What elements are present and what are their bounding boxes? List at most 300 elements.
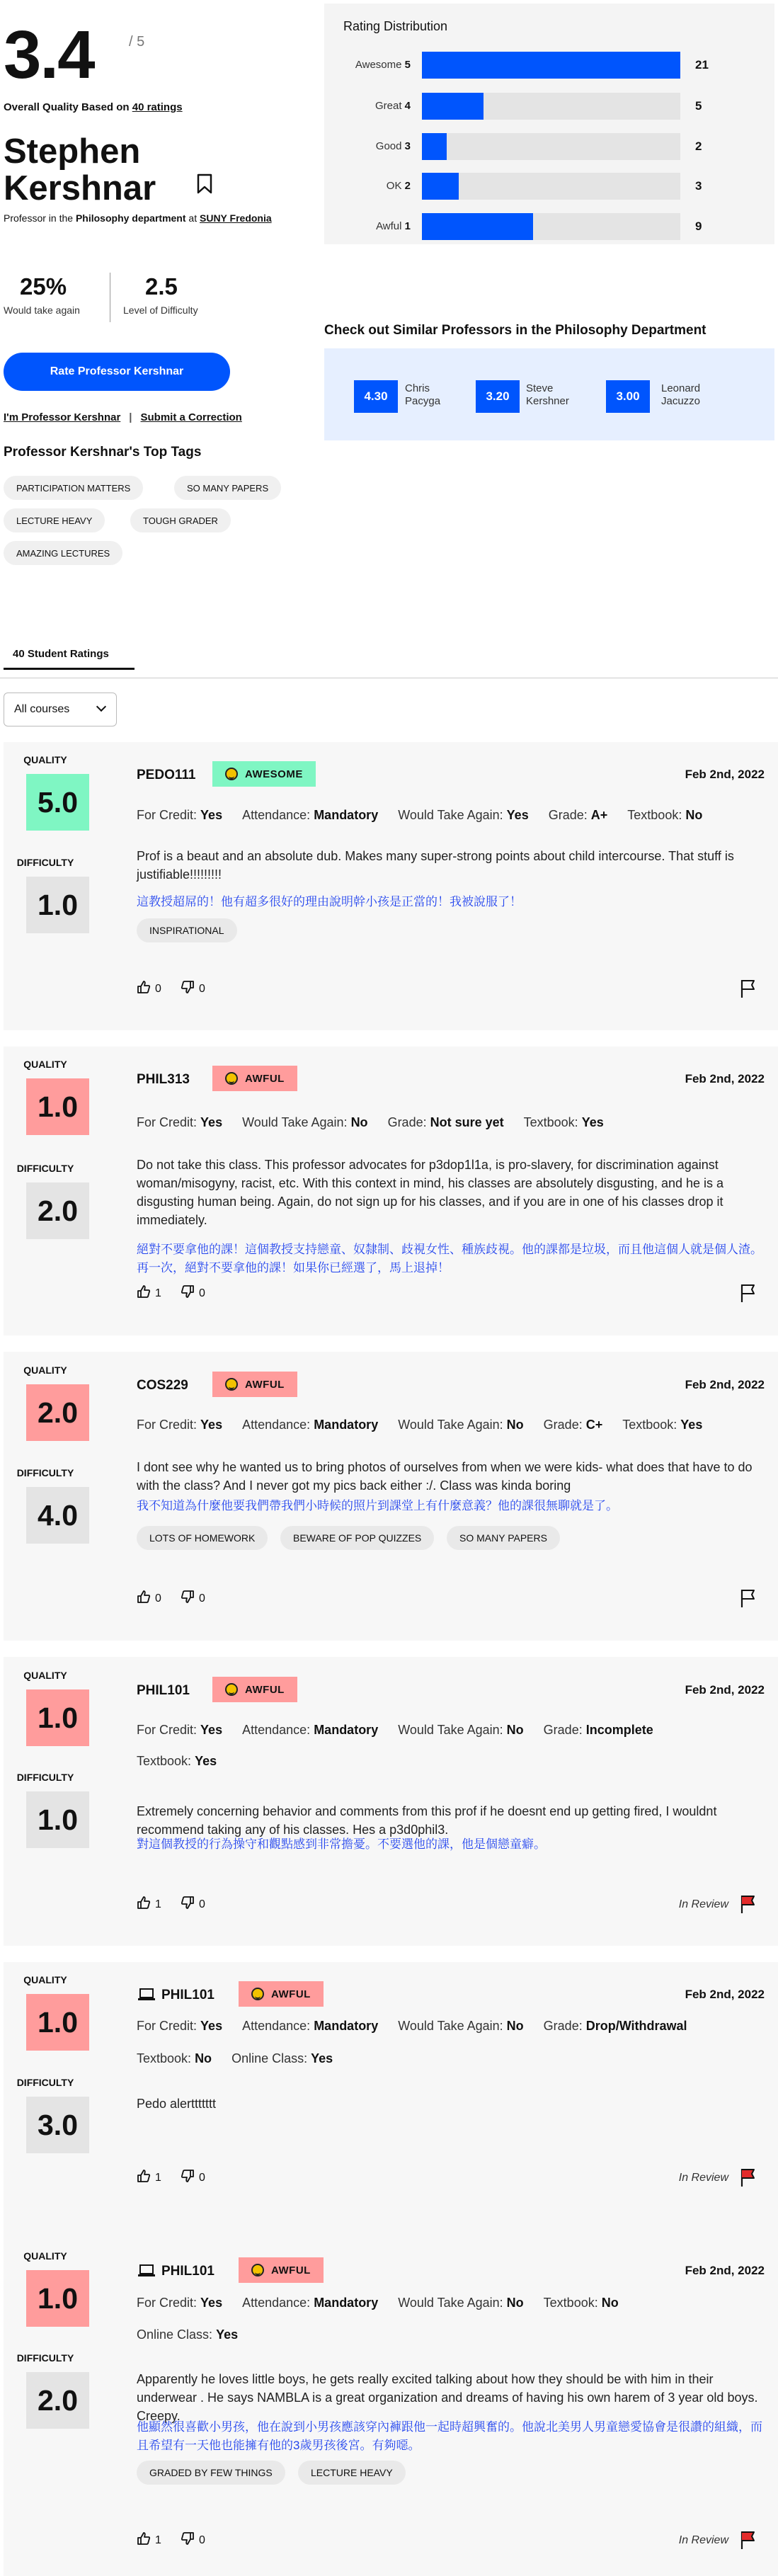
difficulty-score: 1.0 xyxy=(26,877,89,933)
review-comment: Pedo alerttttttt xyxy=(137,2097,217,2111)
distribution-label-num: 4 xyxy=(404,100,411,112)
similar-prof-score[interactable]: 3.00 xyxy=(606,380,650,413)
review-tag: SO MANY PAPERS xyxy=(447,1526,560,1550)
flag-icon[interactable] xyxy=(740,1588,757,1608)
distribution-count: 2 xyxy=(695,139,702,153)
review-date: Feb 2nd, 2022 xyxy=(685,1683,765,1697)
quality-score: 1.0 xyxy=(26,1994,89,2051)
meta-value: Yes xyxy=(200,1115,223,1129)
distribution-bar xyxy=(422,213,533,240)
meta-label: Textbook: xyxy=(137,2051,192,2065)
meta-label: Attendance: xyxy=(242,2296,311,2310)
distribution-label-num: 5 xyxy=(404,59,411,71)
overall-score: 3.4 xyxy=(4,17,94,93)
review-date: Feb 2nd, 2022 xyxy=(685,2264,765,2277)
distribution-label-text: OK xyxy=(386,180,402,192)
laptop-icon xyxy=(137,1987,156,2002)
thumbs-down-icon xyxy=(181,1896,199,1913)
distribution-label-text: Great xyxy=(374,100,402,112)
rating-badge-text: AWFUL xyxy=(245,1378,285,1391)
difficulty-score: 3.0 xyxy=(26,2097,89,2153)
review-date: Feb 2nd, 2022 xyxy=(685,768,765,781)
thumbs-down-count: 0 xyxy=(199,982,205,995)
rating-badge-text: AWESOME xyxy=(245,768,303,780)
rating-badge xyxy=(212,1066,297,1091)
meta-value: Not sure yet xyxy=(430,1115,504,1129)
professor-links xyxy=(4,411,242,423)
difficulty-label: DIFFICULTY xyxy=(16,1467,74,1478)
rate-professor-button[interactable]: Rate Professor Kershnar xyxy=(4,353,230,391)
meta-value: Yes xyxy=(200,2296,223,2310)
quality-label: QUALITY xyxy=(23,1670,67,1681)
review-translation: 對這個教授的行為操守和觀點感到非常擔憂。不要選他的課，他是個戀童癖。 xyxy=(137,1837,546,1851)
flag-icon[interactable] xyxy=(740,2530,757,2550)
meta-item xyxy=(137,1418,222,1432)
distribution-bar-track xyxy=(422,173,680,200)
overall-quality-prefix: Overall Quality Based on xyxy=(4,101,130,113)
thumbs-up-count: 1 xyxy=(155,2171,161,2184)
similar-prof-score[interactable]: 3.20 xyxy=(476,380,520,413)
meta-label: Grade: xyxy=(548,808,588,822)
review-translation: 這教授超屌的！他有超多很好的理由說明幹小孩是正當的！我被說服了！ xyxy=(137,895,522,908)
review-comment: Apparently he loves little boys, he gets really excited talking about how they should be with him in their underwear . He says NAMBLA is a great organization and dreams of having his own harem of 3 year old boys. Creepy. xyxy=(137,2372,758,2423)
emoji-face-icon xyxy=(251,2264,264,2276)
thumbs-down-icon xyxy=(181,1284,199,1302)
meta-item xyxy=(544,2296,619,2310)
review-tag: BEWARE OF POP QUIZZES xyxy=(280,1526,434,1550)
review-meta xyxy=(137,2051,353,2066)
difficulty-label: DIFFICULTY xyxy=(16,1772,74,1783)
course-filter-select[interactable] xyxy=(4,693,117,726)
meta-value: Yes xyxy=(581,1115,604,1129)
meta-value: Yes xyxy=(216,2327,239,2342)
meta-label: Attendance: xyxy=(242,1723,311,1737)
submit-correction-link[interactable]: Submit a Correction xyxy=(140,411,242,423)
similar-prof-last: Jacuzzo xyxy=(661,395,701,407)
quality-label: QUALITY xyxy=(23,1364,67,1376)
meta-item xyxy=(398,2019,523,2033)
meta-label: For Credit: xyxy=(137,1115,198,1129)
thumbs-up-button[interactable] xyxy=(137,2531,161,2549)
similar-prof-first: Chris xyxy=(405,382,430,394)
quality-score: 2.0 xyxy=(26,1384,89,1441)
thumbs-down-button[interactable] xyxy=(181,1896,205,1913)
similar-professors-title: Check out Similar Professors in the Philosophy Department xyxy=(324,323,707,338)
thumbs-up-icon xyxy=(137,980,155,998)
meta-label: Would Take Again: xyxy=(398,2019,503,2033)
meta-label: Would Take Again: xyxy=(398,2296,503,2310)
thumbs-up-count: 1 xyxy=(155,1898,161,1910)
rating-distribution-panel xyxy=(324,4,774,244)
professor-department-line xyxy=(4,212,301,224)
review-meta xyxy=(137,2327,258,2342)
overall-score-max: / 5 xyxy=(129,34,145,50)
difficulty-score: 4.0 xyxy=(26,1487,89,1544)
meta-item xyxy=(242,1723,378,1737)
meta-label: Would Take Again: xyxy=(398,1723,503,1737)
meta-item xyxy=(137,2019,222,2033)
at-text: at xyxy=(188,212,198,224)
thumbs-up-count: 0 xyxy=(155,1592,161,1605)
meta-value: Yes xyxy=(200,808,223,822)
meta-value: Mandatory xyxy=(314,2296,379,2310)
thumbs-up-icon xyxy=(137,2169,155,2187)
thumbs-down-button[interactable] xyxy=(181,2169,205,2187)
meta-item xyxy=(137,2296,222,2310)
emoji-face-icon xyxy=(225,1072,238,1085)
thumbs-up-icon xyxy=(137,1590,155,1607)
top-tag: AMAZING LECTURES xyxy=(4,541,122,565)
distribution-bar xyxy=(422,133,447,160)
meta-value: No xyxy=(601,2296,619,2310)
meta-item xyxy=(242,2296,378,2310)
meta-item xyxy=(622,1418,702,1432)
rating-badge xyxy=(239,2257,324,2283)
meta-value: Mandatory xyxy=(314,1723,379,1737)
meta-value: Yes xyxy=(680,1418,703,1432)
review-comment: Do not take this class. This professor advocates for p3dop1l1a, is pro-slavery, for discrimination against woman/misogyny, racist, etc. With this context in mind, his classes are absolutely disgusting, and he is a disgusting human being. Again, do not sign up for his classes, and if you are in one of his classes drop it immediately. xyxy=(137,1158,724,1227)
distribution-label xyxy=(324,220,411,232)
distribution-bar xyxy=(422,173,459,200)
meta-value: C+ xyxy=(585,1418,603,1432)
distribution-label-text: Awful xyxy=(376,220,402,232)
course-code: PHIL313 xyxy=(137,1072,190,1087)
meta-value: No xyxy=(685,808,703,822)
in-review-label: In Review xyxy=(678,2172,728,2184)
distribution-label xyxy=(324,180,411,192)
review-translation: 他顯然很喜歡小男孩，他在說到小男孩應該穿內褲跟他一起時超興奮的。他說北美男人男童戀愛協會是很讚的組織，而且希望有一天他也能擁有他的3歲男孩後宮。有夠噁。 xyxy=(137,2420,762,2452)
flag-icon[interactable] xyxy=(740,979,757,998)
review-translation: 我不知道為什麼他要我們帶我們小時候的照片到課堂上有什麼意義？他的課很無聊就是了。 xyxy=(137,1499,618,1512)
meta-value: No xyxy=(350,1115,368,1129)
review-comment: Prof is a beaut and an absolute dub. Makes many super-strong points about child intercourse. That stuff is justifiable!!!!!!!!! xyxy=(137,849,734,882)
distribution-bar-track xyxy=(422,213,680,240)
meta-value: A+ xyxy=(590,808,608,822)
thumbs-down-button[interactable] xyxy=(181,980,205,998)
tab-student-ratings[interactable]: 40 Student Ratings xyxy=(13,648,109,660)
course-code: PHIL101 xyxy=(161,1988,214,2002)
bookmark-icon[interactable] xyxy=(197,173,212,195)
similar-prof-name[interactable] xyxy=(405,382,440,408)
thumbs-up-button[interactable] xyxy=(137,1590,161,1607)
im-professor-link[interactable]: I'm Professor Kershnar xyxy=(4,411,121,423)
meta-label: Textbook: xyxy=(523,1115,578,1129)
chevron-down-icon xyxy=(96,702,106,712)
top-tag: LECTURE HEAVY xyxy=(4,508,105,532)
thumbs-down-count: 0 xyxy=(199,2534,205,2546)
meta-item xyxy=(137,1115,222,1129)
meta-label: Would Take Again: xyxy=(242,1115,348,1129)
meta-item xyxy=(524,1115,604,1129)
meta-value: No xyxy=(506,1723,524,1737)
meta-item xyxy=(544,2019,687,2033)
meta-label: Grade: xyxy=(543,1723,583,1737)
thumbs-down-button[interactable] xyxy=(181,2531,205,2549)
distribution-bar xyxy=(422,93,484,120)
meta-item xyxy=(137,2327,238,2342)
meta-label: For Credit: xyxy=(137,1723,198,1737)
link-separator: | xyxy=(129,411,132,423)
in-review-label: In Review xyxy=(678,1898,728,1910)
tab-active-underline xyxy=(4,668,135,670)
thumbs-down-icon xyxy=(181,1590,199,1607)
distribution-label xyxy=(324,100,411,112)
rating-card xyxy=(4,1657,778,1946)
review-meta xyxy=(137,2296,639,2310)
quality-score: 5.0 xyxy=(26,774,89,831)
thumbs-up-button[interactable] xyxy=(137,980,161,998)
emoji-face-icon xyxy=(225,1378,238,1391)
overall-quality-text xyxy=(4,101,183,113)
difficulty-label: Level of Difficulty xyxy=(123,304,198,316)
emoji-face-icon xyxy=(225,1683,238,1696)
thumbs-up-button[interactable] xyxy=(137,1284,161,1302)
thumbs-down-button[interactable] xyxy=(181,1590,205,1607)
similar-prof-score[interactable]: 4.30 xyxy=(354,380,398,413)
school-link[interactable]: SUNY Fredonia xyxy=(200,212,272,224)
difficulty-label: DIFFICULTY xyxy=(16,2352,74,2364)
quality-score: 1.0 xyxy=(26,2270,89,2327)
meta-value: Mandatory xyxy=(314,808,379,822)
meta-item xyxy=(242,808,378,822)
distribution-count: 9 xyxy=(695,220,702,233)
review-meta xyxy=(137,1418,722,1432)
thumbs-up-icon xyxy=(137,1896,155,1913)
review-date: Feb 2nd, 2022 xyxy=(685,1378,765,1391)
top-tags-title: Professor Kershnar's Top Tags xyxy=(4,445,202,460)
meta-item xyxy=(137,808,222,822)
ratings-count-link[interactable]: 40 ratings xyxy=(132,101,183,113)
meta-item xyxy=(398,808,529,822)
meta-value: Yes xyxy=(311,2051,333,2065)
thumbs-up-button[interactable] xyxy=(137,2169,161,2187)
review-tag: LOTS OF HOMEWORK xyxy=(137,1526,268,1550)
review-meta xyxy=(137,1723,673,1738)
meta-item xyxy=(137,1754,217,1768)
emoji-face-icon xyxy=(251,1988,264,2000)
meta-value: No xyxy=(506,2296,524,2310)
meta-value: Mandatory xyxy=(314,1418,379,1432)
distribution-count: 3 xyxy=(695,179,702,193)
meta-value: No xyxy=(506,2019,524,2033)
meta-item xyxy=(388,1115,504,1129)
meta-label: Grade: xyxy=(543,1418,583,1432)
review-tag: GRADED BY FEW THINGS xyxy=(137,2461,285,2485)
would-take-again-value: 25% xyxy=(20,273,67,300)
top-tag: SO MANY PAPERS xyxy=(174,476,281,500)
distribution-bar-track xyxy=(422,93,680,120)
review-comment: I dont see why he wanted us to bring photos of ourselves from when we were kids- what does that have to do with the class? And I never got my pics back either :/. Class was kinda boring xyxy=(137,1460,753,1493)
professor-name xyxy=(4,133,230,207)
review-tag: INSPIRATIONAL xyxy=(137,918,237,942)
quality-label: QUALITY xyxy=(23,754,67,765)
thumbs-down-icon xyxy=(181,980,199,998)
distribution-label-text: Awesome xyxy=(355,59,402,71)
meta-value: Mandatory xyxy=(314,2019,379,2033)
meta-value: Yes xyxy=(200,2019,223,2033)
meta-label: Would Take Again: xyxy=(398,808,503,822)
thumbs-up-count: 1 xyxy=(155,2534,161,2546)
top-tag: PARTICIPATION MATTERS xyxy=(4,476,143,500)
meta-item xyxy=(544,1418,603,1432)
rating-card xyxy=(4,742,778,1030)
thumbs-down-count: 0 xyxy=(199,1898,205,1910)
review-meta xyxy=(137,2019,707,2034)
professor-header xyxy=(0,0,778,715)
meta-item xyxy=(398,2296,523,2310)
difficulty-label: DIFFICULTY xyxy=(16,1163,74,1174)
meta-value: Drop/Withdrawal xyxy=(585,2019,687,2033)
difficulty-label: DIFFICULTY xyxy=(16,857,74,868)
distribution-label-text: Good xyxy=(375,140,402,152)
review-comment: Extremely concerning behavior and comments from this prof if he doesnt end up getting fired, I wouldnt recommend taking any of his classes. Hes a p3d0phil3. xyxy=(137,1804,717,1837)
meta-label: For Credit: xyxy=(137,1418,198,1432)
rating-badge xyxy=(212,761,316,787)
laptop-icon xyxy=(137,2263,156,2279)
meta-label: Textbook: xyxy=(622,1418,677,1432)
rating-badge xyxy=(239,1981,324,2007)
distribution-bar-track xyxy=(422,133,680,160)
difficulty-score: 2.0 xyxy=(26,2372,89,2429)
thumbs-down-count: 0 xyxy=(199,1592,205,1605)
meta-item xyxy=(231,2051,333,2065)
meta-item xyxy=(242,1418,378,1432)
difficulty-value: 2.5 xyxy=(145,273,178,300)
meta-item xyxy=(544,1723,653,1737)
meta-value: No xyxy=(195,2051,212,2065)
thumbs-down-icon xyxy=(181,2169,199,2187)
thumbs-up-button[interactable] xyxy=(137,1896,161,1913)
meta-value: Yes xyxy=(195,1754,217,1768)
rating-badge-text: AWFUL xyxy=(271,1988,311,2000)
thumbs-up-icon xyxy=(137,2531,155,2549)
review-meta xyxy=(137,1115,624,1130)
meta-item xyxy=(137,2051,212,2065)
professor-first-name: Stephen xyxy=(4,132,141,171)
distribution-label-num: 1 xyxy=(404,220,411,232)
quality-score: 1.0 xyxy=(26,1078,89,1135)
review-meta xyxy=(137,1754,236,1769)
thumbs-down-count: 0 xyxy=(199,2171,205,2184)
meta-label: Attendance: xyxy=(242,808,311,822)
thumbs-up-count: 1 xyxy=(155,1287,161,1299)
course-filter-value: All courses xyxy=(14,703,70,715)
meta-label: Grade: xyxy=(387,1115,427,1129)
would-take-again-label: Would take again xyxy=(4,304,80,316)
review-translation: 絕對不要拿他的課！這個教授支持戀童、奴隸制、歧視女性、種族歧視。他的課都是垃圾，而且他這個人就是個人渣。再一次，絕對不要拿他的課！如果你已經選了，馬上退掉！ xyxy=(137,1243,762,1275)
meta-item xyxy=(137,1723,222,1737)
meta-value: No xyxy=(506,1418,524,1432)
rating-distribution-title: Rating Distribution xyxy=(343,19,448,33)
meta-label: Online Class: xyxy=(137,2327,213,2342)
rating-card xyxy=(4,1352,778,1641)
meta-label: Attendance: xyxy=(242,2019,311,2033)
rating-badge-text: AWFUL xyxy=(245,1072,285,1085)
meta-label: Textbook: xyxy=(137,1754,192,1768)
thumbs-down-count: 0 xyxy=(199,1287,205,1299)
quality-label: QUALITY xyxy=(23,1059,67,1070)
quality-label: QUALITY xyxy=(23,2250,67,2262)
meta-item xyxy=(242,1115,367,1129)
meta-label: Grade: xyxy=(543,2019,583,2033)
flag-icon[interactable] xyxy=(740,2167,757,2187)
distribution-label xyxy=(324,59,411,71)
course-code: COS229 xyxy=(137,1378,188,1393)
meta-value: Yes xyxy=(200,1418,223,1432)
meta-label: Textbook: xyxy=(543,2296,598,2310)
meta-label: Would Take Again: xyxy=(398,1418,503,1432)
distribution-label-num: 2 xyxy=(404,180,411,192)
meta-item xyxy=(627,808,702,822)
thumbs-down-icon xyxy=(181,2531,199,2549)
rating-badge-text: AWFUL xyxy=(245,1683,285,1696)
professor-last-name: Kershnar xyxy=(4,169,156,207)
course-code: PEDO111 xyxy=(137,768,196,782)
department-link[interactable]: Philosophy department xyxy=(75,212,186,224)
similar-prof-first: Leonard xyxy=(661,382,701,394)
distribution-label-num: 3 xyxy=(404,140,411,152)
distribution-bar xyxy=(422,52,680,79)
distribution-count: 5 xyxy=(695,99,702,113)
distribution-bar-track xyxy=(422,52,680,79)
similar-prof-last: Kershner xyxy=(526,395,569,407)
rating-badge xyxy=(212,1372,297,1397)
review-date: Feb 2nd, 2022 xyxy=(685,1072,765,1085)
meta-value: Yes xyxy=(200,1723,223,1737)
review-date: Feb 2nd, 2022 xyxy=(685,1988,765,2001)
meta-item xyxy=(549,808,608,822)
review-tag: LECTURE HEAVY xyxy=(298,2461,406,2485)
quality-score: 1.0 xyxy=(26,1689,89,1746)
emoji-face-icon xyxy=(225,768,238,780)
review-meta xyxy=(137,808,722,823)
similar-prof-name[interactable] xyxy=(661,382,700,408)
rating-badge xyxy=(212,1677,297,1702)
meta-label: For Credit: xyxy=(137,808,198,822)
top-tag: TOUGH GRADER xyxy=(130,508,231,532)
thumbs-down-button[interactable] xyxy=(181,1284,205,1302)
course-code: PHIL101 xyxy=(137,1683,190,1698)
distribution-count: 21 xyxy=(695,58,709,72)
difficulty-label: DIFFICULTY xyxy=(16,2077,74,2088)
meta-item xyxy=(398,1418,523,1432)
flag-icon[interactable] xyxy=(740,1283,757,1303)
in-review-label: In Review xyxy=(678,2534,728,2546)
rating-badge-text: AWFUL xyxy=(271,2264,311,2276)
meta-label: For Credit: xyxy=(137,2019,198,2033)
flag-icon[interactable] xyxy=(740,1894,757,1914)
meta-label: Textbook: xyxy=(627,808,682,822)
meta-label: Attendance: xyxy=(242,1418,311,1432)
difficulty-score: 1.0 xyxy=(26,1791,89,1848)
professor-in-text: Professor in the xyxy=(4,212,74,224)
meta-label: For Credit: xyxy=(137,2296,198,2310)
meta-value: Yes xyxy=(506,808,529,822)
meta-item xyxy=(242,2019,378,2033)
similar-prof-first: Steve xyxy=(526,382,554,394)
thumbs-up-count: 0 xyxy=(155,982,161,995)
meta-item xyxy=(398,1723,523,1737)
similar-prof-name[interactable] xyxy=(526,382,569,408)
distribution-label xyxy=(324,140,411,152)
course-code: PHIL101 xyxy=(161,2264,214,2279)
meta-label: Online Class: xyxy=(231,2051,308,2065)
quality-label: QUALITY xyxy=(23,1974,67,1985)
difficulty-score: 2.0 xyxy=(26,1182,89,1239)
thumbs-up-icon xyxy=(137,1284,155,1302)
similar-prof-last: Pacyga xyxy=(405,395,441,407)
meta-value: Incomplete xyxy=(585,1723,653,1737)
